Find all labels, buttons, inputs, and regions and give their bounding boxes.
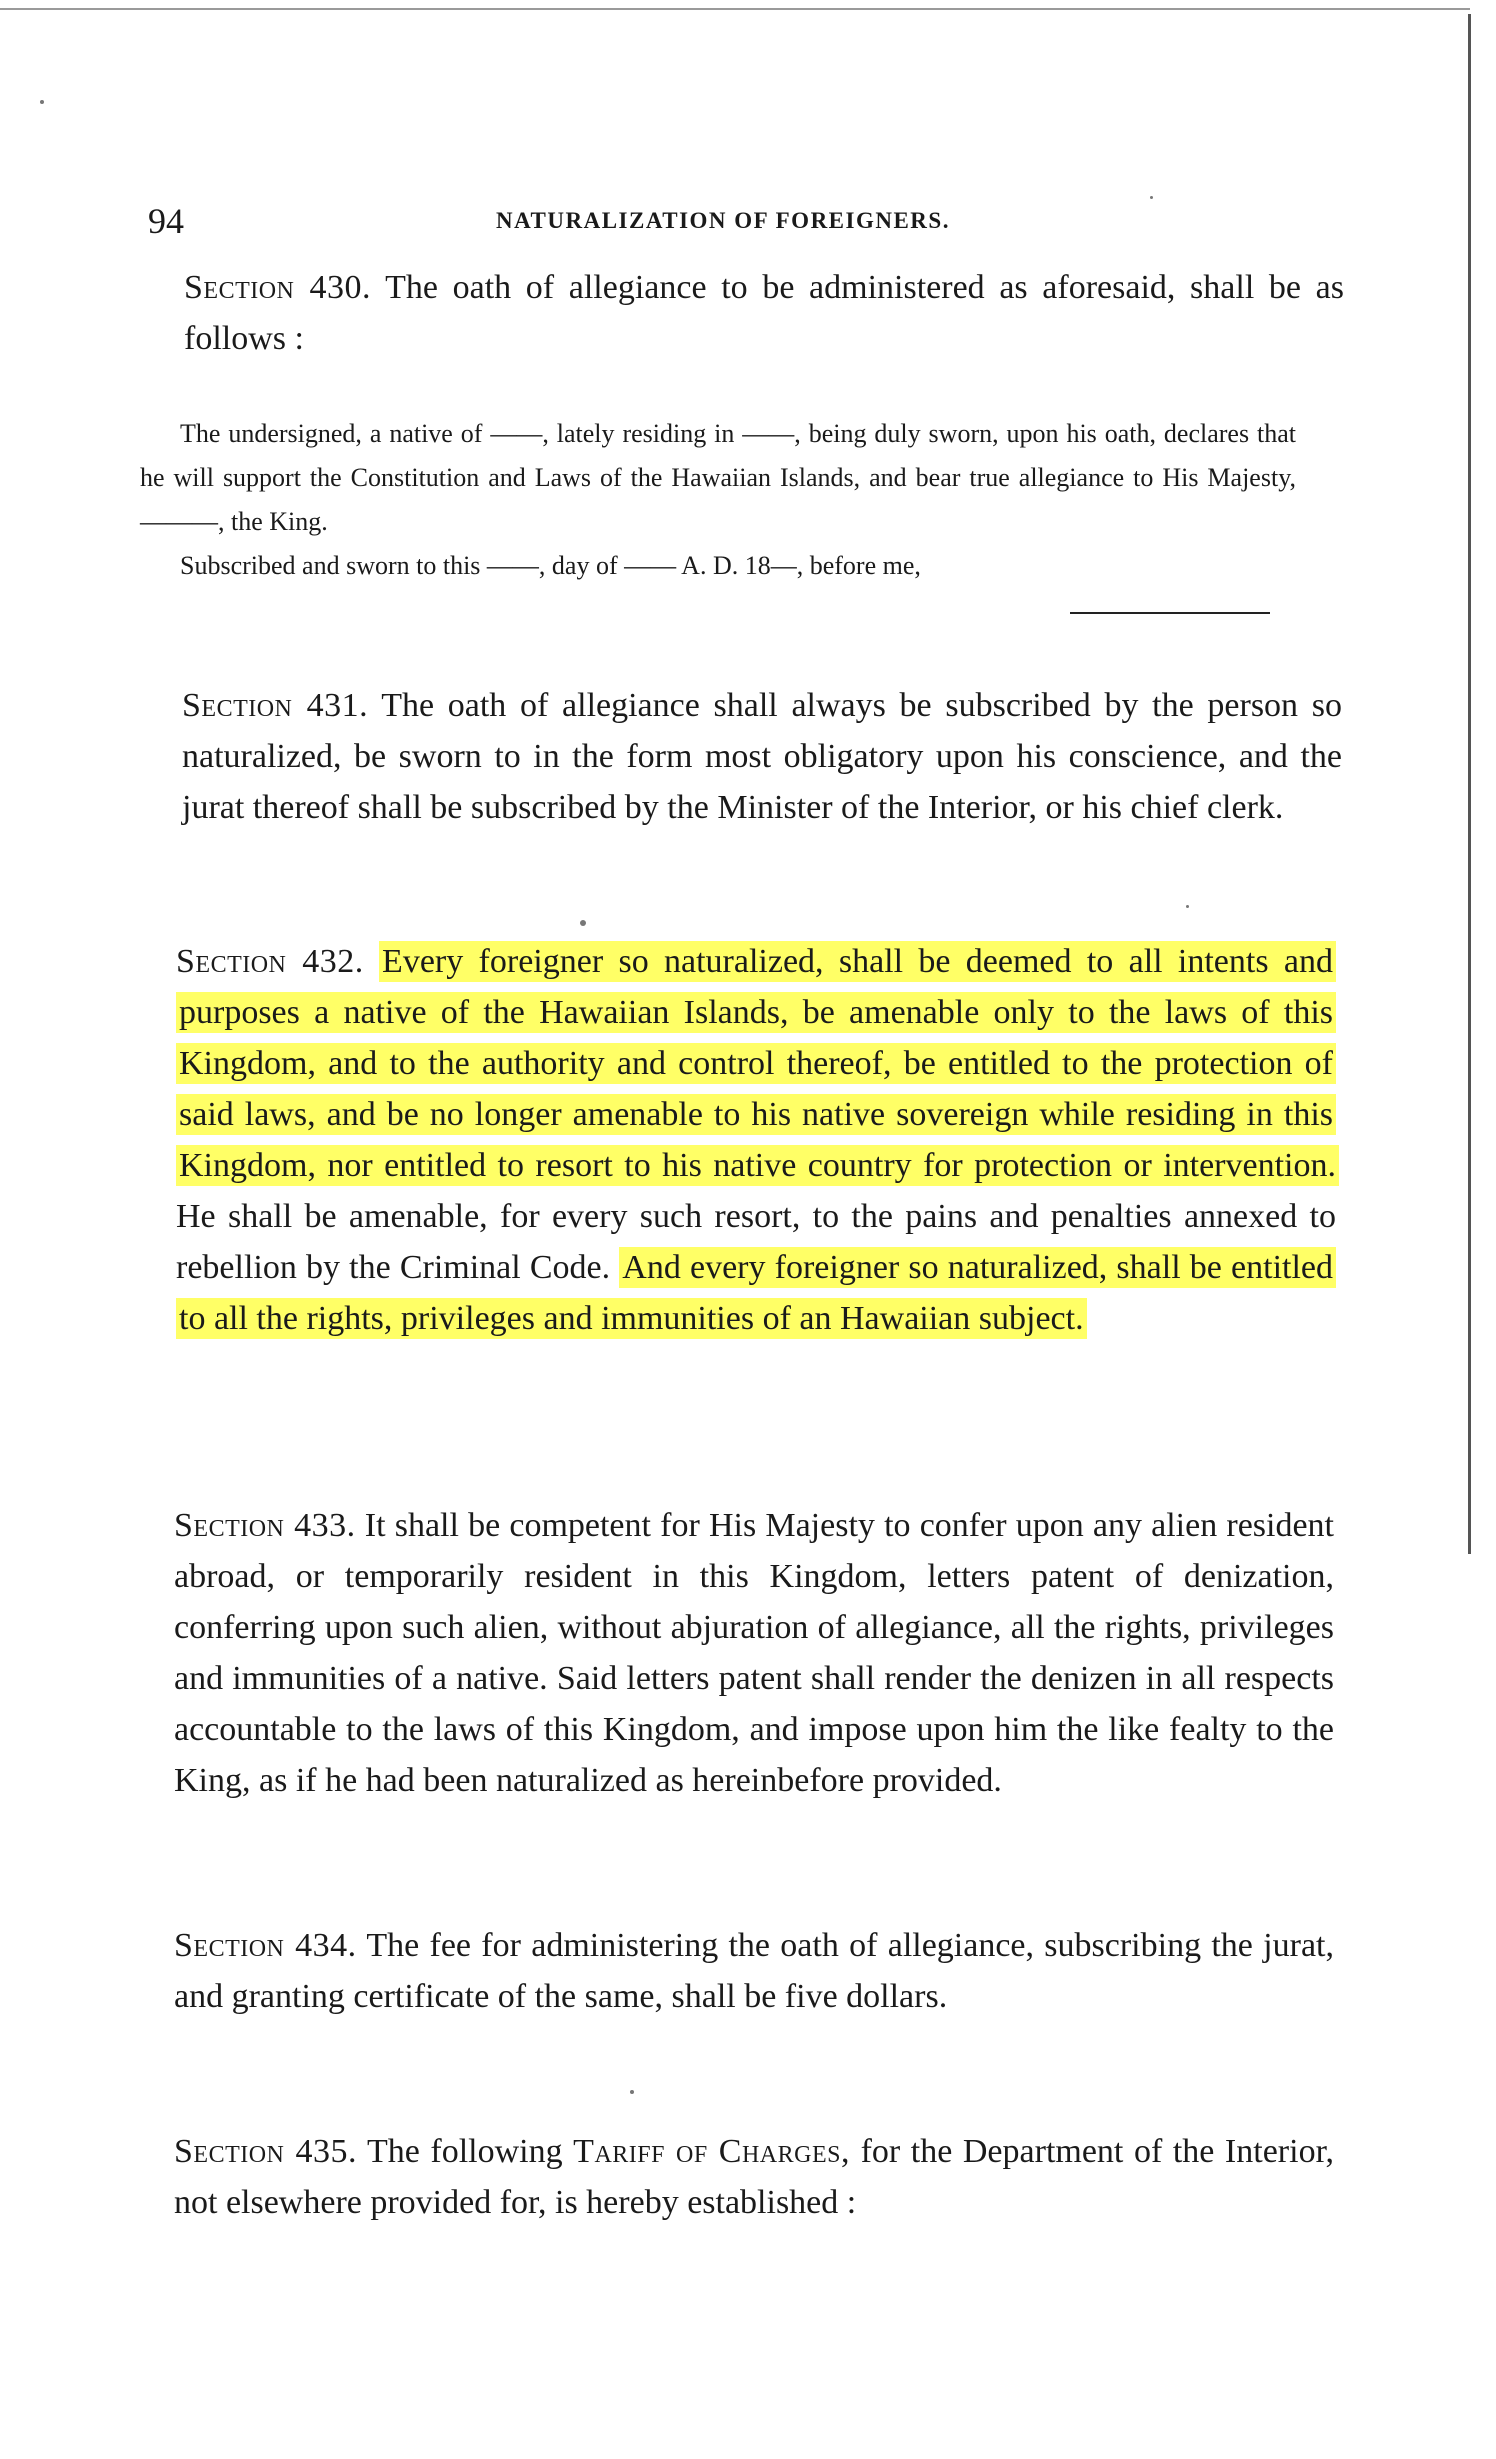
section-432 (132, 936, 1336, 1344)
oath-form (140, 412, 1296, 588)
page-number: 94 (148, 201, 184, 241)
oath-subscription: Subscribed and sworn to this ——, day of —— A. D. 18—, before me, (180, 551, 921, 580)
section-label: Section 431. (182, 687, 369, 724)
running-head (138, 196, 1308, 246)
running-title: NATURALIZATION OF FOREIGNERS. (496, 208, 950, 233)
section-label: Section 434. (174, 1927, 357, 1964)
page-top-edge (0, 8, 1470, 10)
section-433 (130, 1500, 1334, 1806)
section-text: The oath of allegiance to be administered as aforesaid, shall be as follows : (184, 269, 1344, 357)
section-text: for the Department of the Interior, not elsewhere provided for, is hereby established : (174, 2133, 1335, 2221)
paper-speck (580, 920, 586, 926)
section-label: Section 432. (176, 943, 364, 980)
paper-speck (630, 2090, 634, 2094)
section-text: He shall be amenable, for every such resort, to the pains and penalties annexed to rebellion by the Criminal Code. (176, 1198, 1336, 1286)
section-431 (138, 680, 1342, 833)
section-label: Section 433. (174, 1507, 356, 1544)
section-text: The following (366, 2133, 563, 2170)
section-text: It shall be competent for His Majesty to confer upon any alien resident abroad, or temporarily resident in this Kingdom, letters patent of denization, conferring upon such alien, without abjuration of allegiance, all the rights, privileges and immunities of a native. Said letters patent shall render the denizen in all respects accountable to the laws of this Kingdom, and impose upon him the like fealty to the King, as if he had been naturalized as hereinbefore provided. (174, 1507, 1335, 1799)
section-label: Section 435. (174, 2133, 357, 2170)
tariff-heading: Tariff of Charges, (573, 2133, 850, 2170)
signature-line (1070, 612, 1270, 614)
section-435 (130, 2126, 1334, 2228)
page-binding-edge (1468, 14, 1471, 1554)
highlighted-passage: Every foreigner so naturalized, shall be deemed to all intents and purposes a native of the Hawaiian Islands, be amenable only to the laws of this Kingdom, and to the authority and control thereof, be entitled to the protection of said laws, and be no longer amenable to his native sovereign while residing in this Kingdom, nor entitled to resort to his native country for protection or intervention. (176, 941, 1339, 1186)
highlighted-passage: And every foreigner so naturalized, shall be entitled to all the rights, privileges and immunities of an Hawaiian subject. (176, 1247, 1336, 1339)
oath-declaration: The undersigned, a native of ——, lately residing in ——, being duly sworn, upon his oath, declares that he will support the Constitution and Laws of the Hawaiian Islands, and bear true allegiance to His Majesty, ———, the King. (140, 419, 1296, 536)
paper-speck (40, 100, 44, 104)
section-text: The fee for administering the oath of allegiance, subscribing the jurat, and granting certificate of the same, shall be five dollars. (174, 1927, 1334, 2015)
section-label: Section 430. (184, 269, 372, 306)
section-text: The oath of allegiance shall always be subscribed by the person so naturalized, be sworn to in the form most obligatory upon his conscience, and the jurat thereof shall be subscribed by the Minister of the Interior, or his chief clerk. (182, 687, 1342, 826)
section-434 (130, 1920, 1334, 2022)
section-430 (140, 262, 1344, 364)
paper-speck (1186, 905, 1189, 908)
